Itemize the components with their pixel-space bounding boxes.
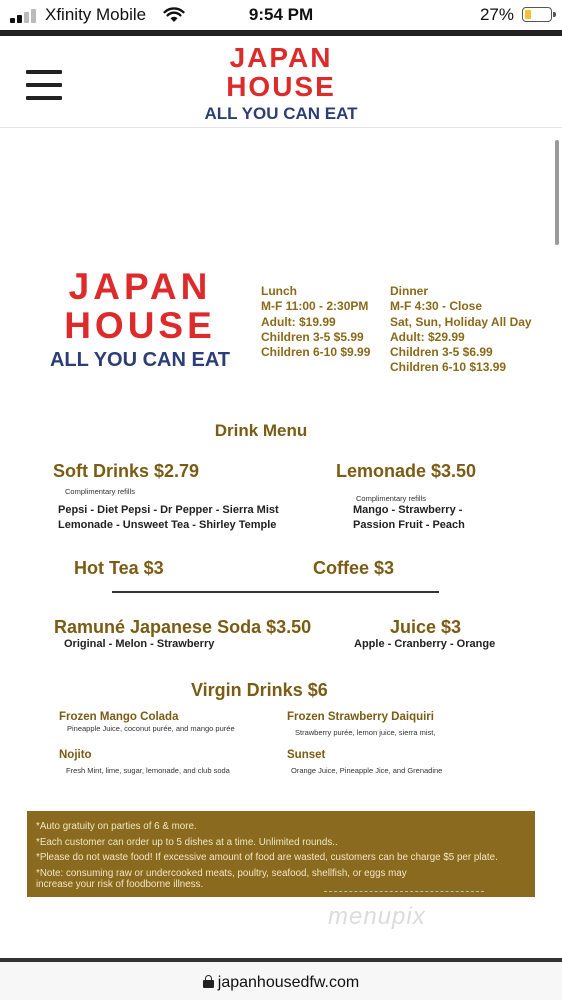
note-line: *Auto gratuity on parties of 6 & more. [36, 821, 197, 832]
carrier-name: Xfinity Mobile [45, 5, 147, 24]
battery-percent: 27% [479, 5, 514, 24]
clock-time: 9:54 PM [248, 5, 314, 24]
divider-line [112, 591, 439, 593]
url-display[interactable] [0, 974, 562, 992]
site-header [0, 30, 562, 128]
dinner-line: M-F 4:30 - Close [390, 299, 483, 314]
soft-drinks-line1: Pepsi - Diet Pepsi - Dr Pepper - Sierra Mist [58, 504, 279, 516]
scrollbar[interactable] [555, 140, 559, 245]
lunch-line: M-F 11:00 - 2:30PM [261, 299, 369, 314]
dashed-line [324, 891, 484, 892]
lunch-title: Lunch [261, 284, 297, 298]
virgin-drink-name: Frozen Mango Colada [59, 711, 179, 723]
dinner-line: Children 3-5 $6.99 [390, 345, 493, 360]
virgin-drink-desc: Pineapple Juice, coconut purée, and mango purée [67, 724, 235, 733]
lemonade-line2: Passion Fruit - Peach [353, 519, 465, 531]
lunch-line: Children 3-5 $5.99 [261, 329, 364, 344]
dinner-line: Adult: $29.99 [390, 329, 465, 344]
lunch-line: Adult: $19.99 [261, 314, 336, 329]
menupix-watermark: menupix [328, 903, 426, 930]
battery-fill [525, 10, 531, 19]
ramune-flavors: Original - Melon - Strawberry [64, 638, 215, 650]
juice-flavors: Apple - Cranberry - Orange [354, 638, 496, 650]
battery-icon [522, 7, 552, 22]
virgin-drinks-title: Virgin Drinks $6 [191, 680, 328, 700]
notes-box [27, 811, 535, 897]
soft-drinks-title: Soft Drinks $2.79 [53, 461, 200, 481]
note-line: *Note: consuming raw or undercooked meats, poultry, seafood, shellfish, or eggs may [36, 867, 407, 879]
lemonade-line1: Mango - Strawberry - [353, 504, 463, 516]
logo-line-japan: JAPAN [229, 42, 333, 73]
note-line: *Please do not waste food! If excessive amount of food are wasted, customers can be charge $5 per plate. [36, 852, 498, 863]
menu-logo-house: HOUSE [64, 305, 216, 346]
dinner-line: Sat, Sun, Holiday All Day [390, 314, 532, 329]
note-line: increase your risk of foodborne illness. [36, 879, 204, 890]
menu-logo-ayce: ALL YOU CAN EAT [49, 349, 230, 371]
dinner-title: Dinner [390, 284, 429, 298]
ramune-title: Ramuné Japanese Soda $3.50 [54, 617, 312, 637]
lunch-hours [261, 284, 370, 360]
virgin-drink-desc: Strawberry purée, lemon juice, sierra mist, [295, 728, 436, 737]
browser-url-bar[interactable] [0, 958, 562, 1000]
hot-tea-title: Hot Tea $3 [74, 558, 164, 578]
coffee-title: Coffee $3 [313, 558, 395, 578]
logo-line-house: HOUSE [226, 71, 336, 102]
note-line: *Each customer can order up to 5 dishes at a time. Unlimited rounds.. [36, 836, 338, 848]
lunch-line: Children 6-10 $9.99 [261, 345, 371, 360]
virgin-drink-name: Frozen Strawberry Daiquiri [287, 711, 434, 723]
dinner-line: Children 6-10 $13.99 [390, 360, 507, 375]
virgin-drink-desc: Fresh Mint, lime, sugar, lemonade, and club soda [66, 766, 230, 775]
soft-drinks-line2: Lemonade - Unsweet Tea - Shirley Temple [58, 519, 277, 531]
lock-icon [203, 975, 214, 988]
menu-logo [40, 268, 240, 370]
virgin-drink-desc: Orange Juice, Pineapple Jice, and Grenadine [291, 766, 443, 775]
hamburger-menu-icon[interactable] [26, 70, 62, 100]
soft-drinks-note: Complimentary refills [65, 487, 136, 496]
lemonade-title: Lemonade $3.50 [336, 461, 477, 481]
menu-logo-japan: JAPAN [68, 266, 212, 307]
juice-title: Juice $3 [390, 617, 462, 637]
virgin-drink-name: Sunset [287, 749, 326, 761]
virgin-drink-name: Nojito [59, 749, 92, 761]
lemonade-note: Complimentary refills [356, 494, 427, 503]
status-bar [0, 0, 562, 30]
drink-menu-heading: Drink Menu [214, 421, 308, 440]
logo-line-ayce: ALL YOU CAN EAT [204, 104, 358, 123]
url-text: japanhousedfw.com [217, 974, 360, 991]
dinner-hours [390, 284, 532, 376]
site-logo[interactable] [160, 44, 402, 122]
